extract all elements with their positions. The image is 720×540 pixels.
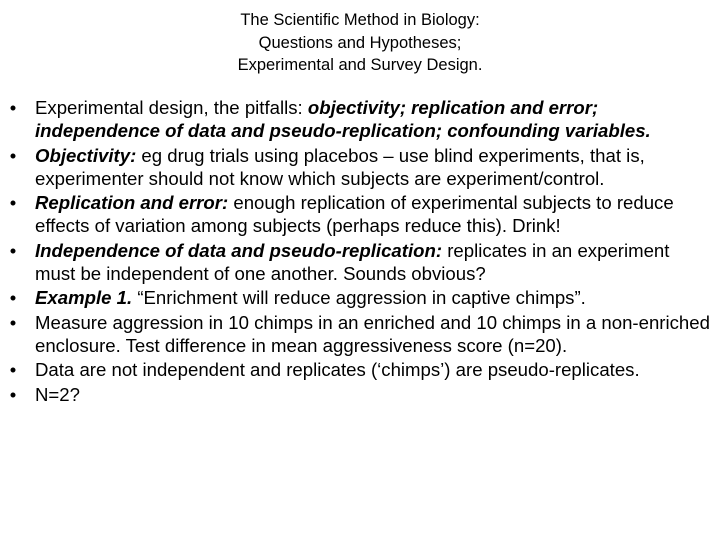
bullet-term: Replication and error: — [35, 192, 229, 213]
bullet-symbol: • — [9, 97, 17, 118]
bullet-text: eg drug trials using placebos – use blind experiments, that is, experimenter should not know which subjects are experiment/control. — [35, 144, 645, 189]
bullet-text: N=2? — [35, 383, 80, 405]
title-line-2: Questions and Hypotheses; — [258, 33, 462, 52]
bullet-symbol: • — [9, 192, 17, 213]
bullet-emphasis: objectivity; replication and error; independence of data and pseudo-replication; confounding variables. — [35, 97, 651, 141]
bullet-text: enough replication of experimental subjects to reduce effects of variation among subjects (perhaps reduce this). Drink! — [35, 192, 674, 236]
bullet-item-pitfalls — [0, 96, 720, 142]
slide-title — [0, 9, 720, 77]
bullet-list — [0, 96, 720, 407]
bullet-term: Objectivity: — [35, 144, 137, 166]
bullet-symbol: • — [9, 383, 17, 405]
bullet-text: replicates in an experiment must be independent of one another. Sounds obvious? — [35, 239, 670, 284]
bullet-symbol: • — [9, 144, 17, 166]
bullet-item-objectivity — [0, 144, 720, 190]
bullet-text: Measure aggression in 10 chimps in an enriched and 10 chimps in a non-enriched enclosure. Test difference in mean aggressiveness score (n=20). — [35, 311, 710, 356]
bullet-text: Data are not independent and replicates (‘chimps’) are pseudo-replicates. — [35, 359, 640, 380]
bullet-term: Example 1. — [35, 287, 133, 308]
bullet-item-example-1 — [0, 286, 720, 309]
bullet-symbol: • — [9, 359, 17, 380]
bullet-item-measure — [0, 311, 720, 357]
title-line-3: Experimental and Survey Design. — [237, 56, 483, 74]
bullet-item-pseudo-replicates — [0, 358, 720, 381]
bullet-symbol: • — [9, 239, 17, 261]
bullet-item-independence — [0, 239, 720, 285]
bullet-symbol: • — [9, 311, 17, 333]
title-line-1: The Scientific Method in Biology: — [240, 11, 480, 29]
bullet-item-replication — [0, 191, 720, 237]
bullet-text: “Enrichment will reduce aggression in captive chimps”. — [132, 287, 586, 308]
bullet-term: Independence of data and pseudo-replication: — [35, 239, 443, 261]
bullet-lead: Experimental design, the pitfalls: — [35, 97, 308, 118]
bullet-symbol: • — [9, 287, 17, 308]
bullet-item-n-equals-2 — [0, 383, 720, 406]
